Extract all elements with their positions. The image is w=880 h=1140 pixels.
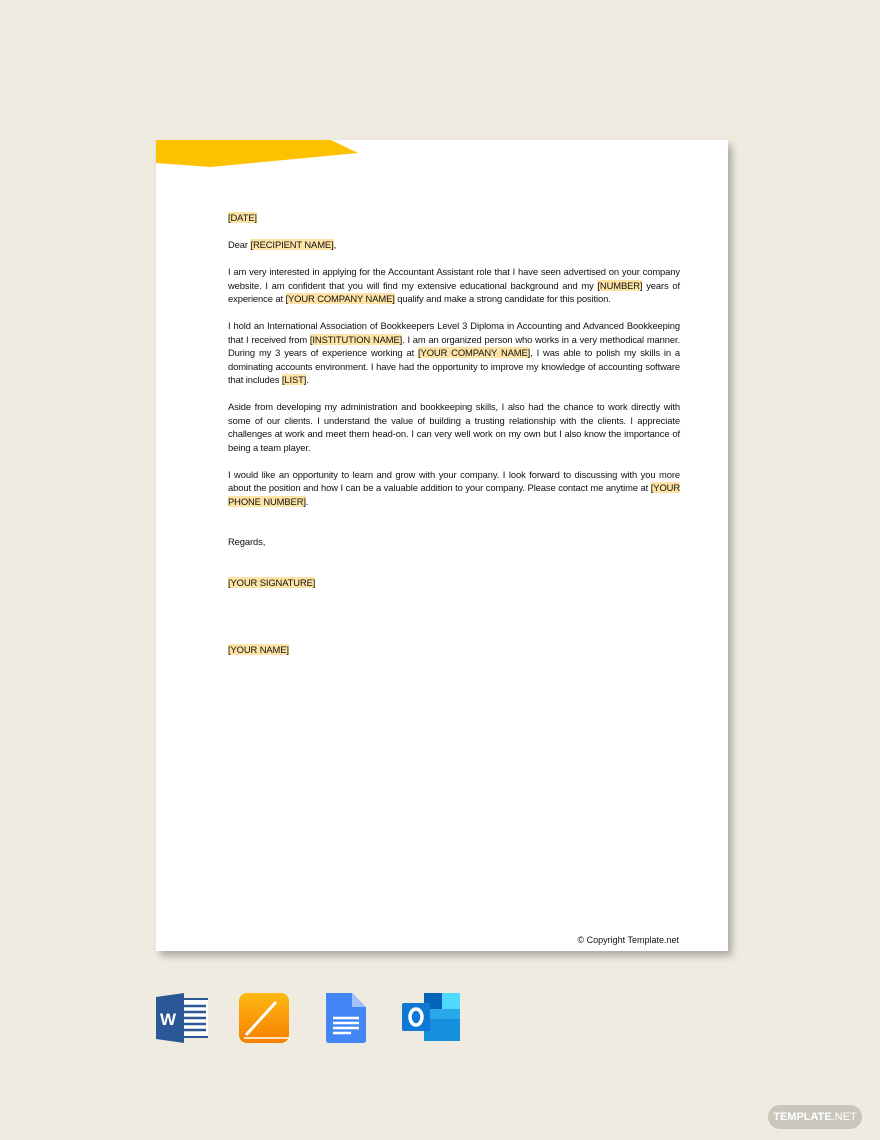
phone-placeholder[interactable]: [YOUR PHONE NUMBER] — [228, 482, 680, 507]
badge-rest: .NET — [831, 1111, 857, 1123]
yellow-banner — [156, 140, 361, 168]
paragraph-2 — [228, 319, 680, 387]
text: . — [305, 495, 309, 507]
format-icons — [156, 993, 492, 1043]
company-placeholder[interactable]: [YOUR COMPANY NAME] — [285, 293, 395, 304]
template-net-badge[interactable] — [768, 1105, 862, 1129]
recipient-placeholder[interactable]: [RECIPIENT NAME] — [250, 239, 334, 250]
number-placeholder[interactable]: [NUMBER] — [597, 279, 643, 291]
paragraph-3: Aside from developing my administration and bookkeeping skills, I also had the chance to work directly with some of our clients. I understand the value of building a trusting relationship with the clients. I appreciate challenges at work and meet them head-on. I can very well work on my own but I also know the importance of being a team player. — [228, 401, 680, 453]
text: I hold an International Association of Bookkeepers Level 3 Diploma in Accounting and Advanced Bookkeeping that I received from — [228, 320, 680, 345]
text: . — [306, 374, 309, 385]
letter-body — [228, 211, 680, 670]
text: , I was able to polish my skills in a dominating accounts environment. I have had the opportunity to improve my knowledge of accounting software that includes — [228, 347, 680, 385]
text: I would like an opportunity to learn and grow with your company. I look forward to discussing with you more about the position and how I can be a valuable addition to your company. Please contact me anytime at — [228, 468, 680, 493]
salutation-suffix: , — [333, 239, 337, 250]
date-placeholder[interactable]: [DATE] — [228, 212, 257, 223]
pages-icon[interactable] — [238, 993, 290, 1043]
list-placeholder[interactable]: [LIST] — [281, 374, 307, 385]
svg-text:W: W — [160, 1010, 177, 1029]
paragraph-4 — [228, 468, 680, 509]
company-placeholder[interactable]: [YOUR COMPANY NAME] — [418, 347, 531, 358]
text: years of experience at — [228, 279, 680, 304]
closing: Regards, — [228, 536, 266, 547]
text: . I am an organized person who works in a very methodical manner. During my 3 years of experience working at — [228, 333, 681, 358]
outlook-icon[interactable] — [402, 993, 462, 1043]
name-placeholder[interactable]: [YOUR NAME] — [228, 644, 289, 655]
word-icon[interactable] — [156, 993, 208, 1043]
text: I am very interested in applying for the Accountant Assistant role that I have seen advertised on your company website. I am confident that you will find my extensive educational background and my — [228, 266, 680, 291]
salutation-prefix: Dear — [228, 239, 251, 250]
institution-placeholder[interactable]: [INSTITUTION NAME] — [309, 333, 403, 345]
badge-bold: TEMPLATE — [773, 1111, 832, 1123]
salutation — [228, 238, 680, 252]
letter-page — [156, 140, 728, 951]
signature-placeholder[interactable]: [YOUR SIGNATURE] — [228, 576, 316, 588]
text: qualify and make a strong candidate for this position. — [394, 293, 611, 304]
paragraph-1 — [228, 265, 680, 306]
copyright: © Copyright Template.net — [577, 935, 679, 945]
google-docs-icon[interactable] — [320, 993, 372, 1043]
